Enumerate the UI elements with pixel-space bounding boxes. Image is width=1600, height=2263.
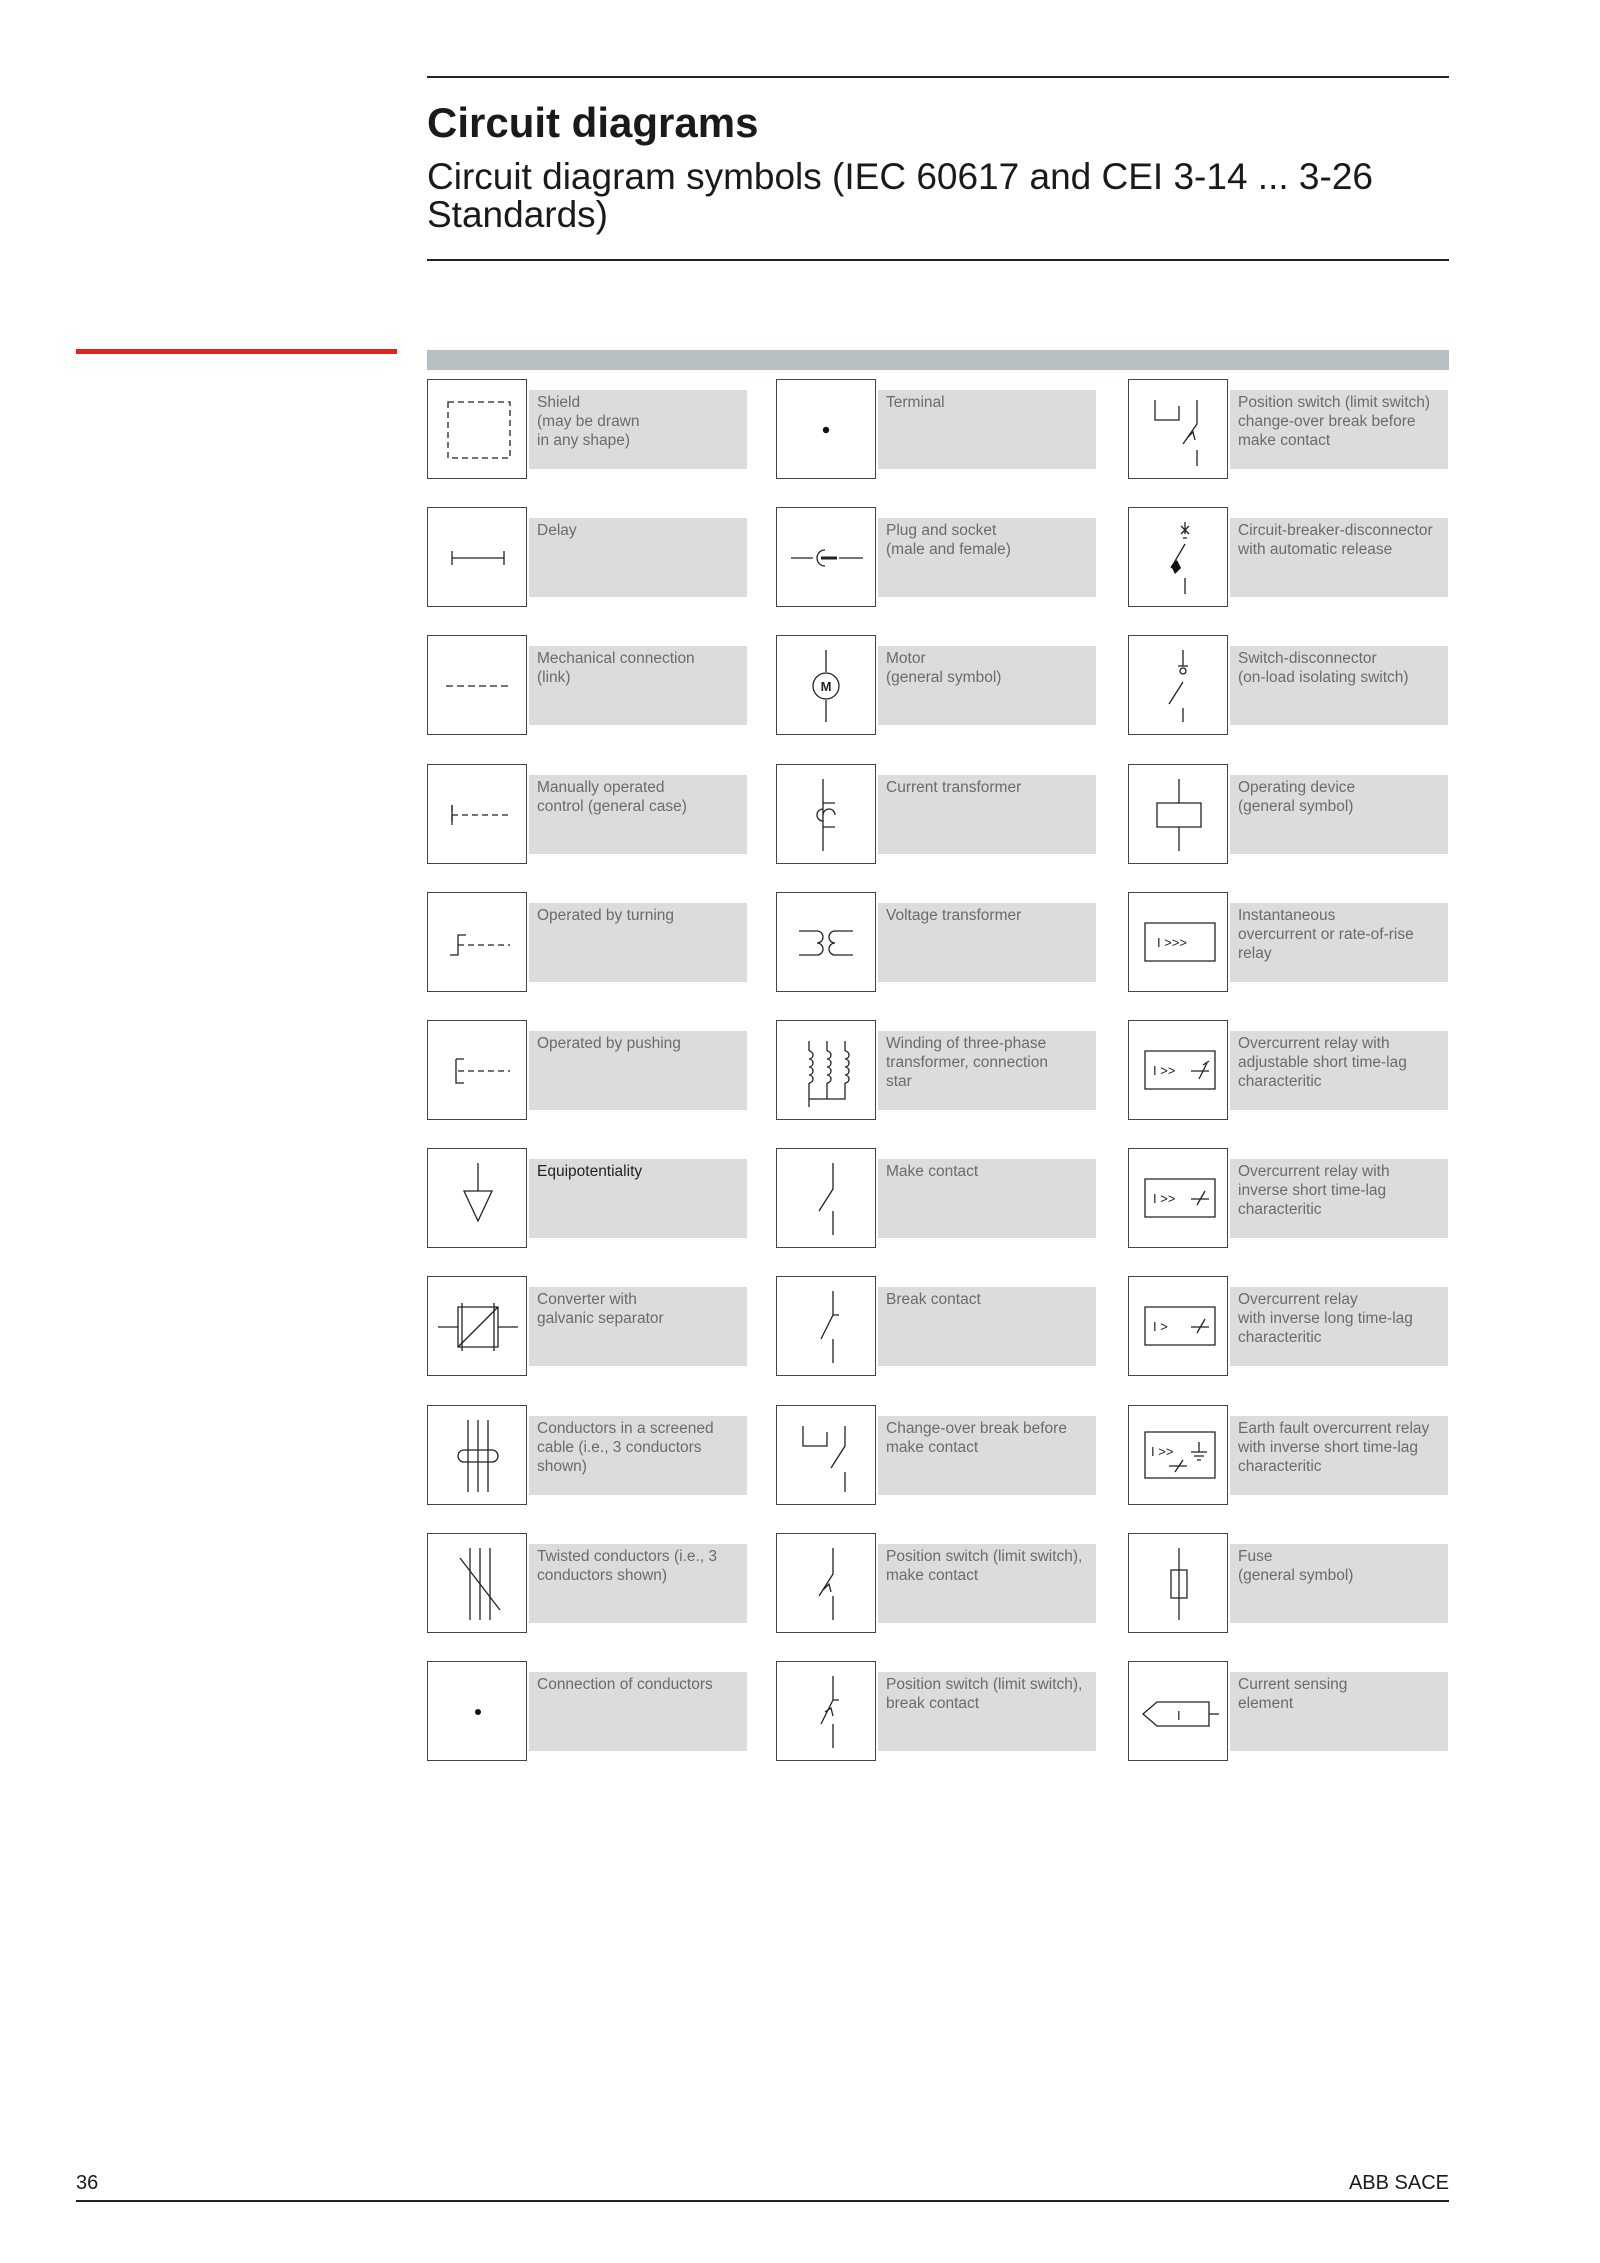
- symbol-label: Motor (general symbol): [886, 650, 1002, 686]
- symbol-label: Change-over break before make contact: [886, 1420, 1067, 1456]
- symbol-entry: [1128, 635, 1448, 737]
- symbol-label-box: [529, 1287, 747, 1366]
- table-header-band: [427, 350, 1449, 370]
- symbol-label-box: [878, 518, 1096, 597]
- symbol-label-box: [529, 1544, 747, 1623]
- svg-text:I: I: [1177, 1708, 1181, 1723]
- symbol-label: Break contact: [886, 1291, 981, 1308]
- symbol-label-box: [1230, 1544, 1448, 1623]
- switch-disconnector-icon: [1128, 635, 1228, 735]
- svg-text:I >>: I >>: [1151, 1444, 1174, 1459]
- svg-text:I >>: I >>: [1153, 1063, 1176, 1078]
- symbol-label-box: [878, 1159, 1096, 1238]
- manual-control-icon: [427, 764, 527, 864]
- svg-text:I >: I >: [1153, 1319, 1168, 1334]
- symbol-label: Winding of three-phase transformer, connection star: [886, 1035, 1048, 1090]
- symbol-label: Position switch (limit switch), break contact: [886, 1676, 1083, 1712]
- mechanical-connection-icon: [427, 635, 527, 735]
- symbol-entry: [427, 892, 747, 994]
- earth-fault-relay-icon: [1128, 1405, 1228, 1505]
- symbol-label-box: [529, 1031, 747, 1110]
- symbol-entry: [776, 764, 1096, 866]
- make-contact-icon: [776, 1148, 876, 1248]
- changeover-contact-icon: [776, 1405, 876, 1505]
- symbol-entry: [1128, 1533, 1448, 1635]
- symbol-entry: [427, 1533, 747, 1635]
- current-sensing-icon: [1128, 1661, 1228, 1761]
- header-bottom-rule: [427, 259, 1449, 261]
- svg-text:I >>>: I >>>: [1157, 935, 1187, 950]
- symbol-label: Equipotentiality: [537, 1163, 643, 1180]
- symbol-label: Shield (may be drawn in any shape): [537, 394, 640, 449]
- circuit-breaker-disconnector-icon: [1128, 507, 1228, 607]
- symbol-label-box: [1230, 903, 1448, 982]
- symbol-label: Conductors in a screened cable (i.e., 3 conductors shown): [537, 1420, 714, 1475]
- page-title: Circuit diagrams: [427, 99, 759, 146]
- symbol-label-box: [1230, 775, 1448, 854]
- symbol-label: Overcurrent relay with inverse long time-lag characteritic: [1238, 1291, 1413, 1346]
- position-switch-changeover-icon: [1128, 379, 1228, 479]
- symbol-label-box: [529, 390, 747, 469]
- symbol-label-box: [529, 1672, 747, 1751]
- page-number: 36: [76, 2172, 99, 2194]
- symbol-entry: [1128, 1276, 1448, 1378]
- symbol-entry: [776, 1020, 1096, 1122]
- symbol-entry: [776, 892, 1096, 994]
- position-switch-make-icon: [776, 1533, 876, 1633]
- symbol-label: Overcurrent relay with inverse short time-lag characteritic: [1238, 1163, 1390, 1218]
- symbol-entry: [427, 1661, 747, 1763]
- symbol-label: Voltage transformer: [886, 907, 1022, 924]
- symbol-label: Converter with galvanic separator: [537, 1291, 664, 1327]
- symbol-label-box: [1230, 518, 1448, 597]
- converter-icon: [427, 1276, 527, 1376]
- symbol-entry: [776, 635, 1096, 737]
- symbol-label-box: [878, 1672, 1096, 1751]
- symbol-label: Terminal: [886, 394, 945, 411]
- symbol-label-box: [529, 518, 747, 597]
- symbol-label-box: [1230, 646, 1448, 725]
- terminal-icon: [776, 379, 876, 479]
- screened-cable-icon: [427, 1405, 527, 1505]
- overcurrent-inverse-long-relay-icon: [1128, 1276, 1228, 1376]
- symbol-entry: [776, 379, 1096, 481]
- symbol-entry: [776, 1148, 1096, 1250]
- symbol-entry: [427, 635, 747, 737]
- break-contact-icon: [776, 1276, 876, 1376]
- plug-socket-icon: [776, 507, 876, 607]
- symbol-label: Current sensing element: [1238, 1676, 1348, 1712]
- operated-by-pushing-icon: [427, 1020, 527, 1120]
- symbol-entry: [1128, 1148, 1448, 1250]
- symbol-entry: [1128, 379, 1448, 481]
- svg-text:M: M: [820, 679, 832, 694]
- symbol-label: Make contact: [886, 1163, 979, 1180]
- symbol-label: Operating device (general symbol): [1238, 779, 1356, 815]
- symbol-label-box: [1230, 390, 1448, 469]
- symbol-label: Delay: [537, 522, 577, 539]
- symbol-label-box: [878, 646, 1096, 725]
- symbol-entry: [776, 507, 1096, 609]
- symbol-label-box: [878, 390, 1096, 469]
- symbol-label-box: [878, 1544, 1096, 1623]
- shield-icon: [427, 379, 527, 479]
- symbol-entry: [427, 379, 747, 481]
- fuse-icon: [1128, 1533, 1228, 1633]
- symbol-label-box: [878, 1287, 1096, 1366]
- symbol-entry: [427, 1405, 747, 1507]
- operated-by-turning-icon: [427, 892, 527, 992]
- three-phase-winding-icon: [776, 1020, 876, 1120]
- symbol-label: Switch-disconnector (on-load isolating switch): [1238, 650, 1409, 686]
- symbol-entry: [776, 1405, 1096, 1507]
- symbol-label-box: [878, 775, 1096, 854]
- symbol-label: Fuse (general symbol): [1238, 1548, 1354, 1584]
- symbol-label-box: [529, 903, 747, 982]
- top-rule: [427, 76, 1449, 78]
- symbol-entry: [776, 1661, 1096, 1763]
- footer-brand: ABB SACE: [1348, 2172, 1449, 2194]
- symbol-label: Overcurrent relay with adjustable short time-lag characteritic: [1238, 1035, 1407, 1090]
- symbol-label: Twisted conductors (i.e., 3 conductors shown): [537, 1548, 718, 1584]
- symbol-label: Plug and socket (male and female): [886, 522, 1011, 558]
- overcurrent-adjustable-relay-icon: [1128, 1020, 1228, 1120]
- symbol-entry: [427, 507, 747, 609]
- symbol-label-box: [529, 775, 747, 854]
- overcurrent-inverse-short-relay-icon: [1128, 1148, 1228, 1248]
- symbol-entry: [1128, 1405, 1448, 1507]
- symbol-entry: [1128, 1661, 1448, 1763]
- symbol-label-box: [1230, 1287, 1448, 1366]
- page-subtitle: Circuit diagram symbols (IEC 60617 and CEI 3-14 ... 3-26 Standards): [427, 156, 1373, 235]
- symbol-label-box: [529, 1159, 747, 1238]
- symbol-entry: [1128, 892, 1448, 994]
- symbol-label: Current transformer: [886, 779, 1022, 796]
- symbol-label-box: [1230, 1159, 1448, 1238]
- footer-rule: [76, 2200, 1449, 2202]
- symbol-label-box: [529, 1416, 747, 1495]
- symbol-entry: [1128, 507, 1448, 609]
- symbol-label: Manually operated control (general case): [537, 779, 687, 815]
- symbol-label: Position switch (limit switch), make contact: [886, 1548, 1083, 1584]
- symbol-entry: [776, 1276, 1096, 1378]
- symbol-label: Instantaneous overcurrent or rate-of-rise relay: [1238, 907, 1414, 962]
- operating-device-icon: [1128, 764, 1228, 864]
- symbol-label-box: [878, 1031, 1096, 1110]
- symbol-entry: [427, 1276, 747, 1378]
- symbol-entry: [427, 1020, 747, 1122]
- symbol-label: Mechanical connection (link): [537, 650, 695, 686]
- symbol-label: Circuit-breaker-disconnector with automatic release: [1238, 522, 1433, 558]
- instantaneous-relay-icon: [1128, 892, 1228, 992]
- voltage-transformer-icon: [776, 892, 876, 992]
- symbol-label-box: [1230, 1672, 1448, 1751]
- symbol-label-box: [1230, 1416, 1448, 1495]
- current-transformer-icon: [776, 764, 876, 864]
- equipotentiality-icon: [427, 1148, 527, 1248]
- twisted-conductors-icon: [427, 1533, 527, 1633]
- motor-icon: [776, 635, 876, 735]
- connection-icon: [427, 1661, 527, 1761]
- symbol-label: Operated by turning: [537, 907, 675, 924]
- symbol-entry: [427, 1148, 747, 1250]
- symbol-entry: [427, 764, 747, 866]
- delay-icon: [427, 507, 527, 607]
- svg-text:I >>: I >>: [1153, 1191, 1176, 1206]
- section-marker: [76, 349, 397, 354]
- symbol-label-box: [1230, 1031, 1448, 1110]
- symbol-entry: [1128, 1020, 1448, 1122]
- symbol-label: Earth fault overcurrent relay with inverse short time-lag characteritic: [1238, 1420, 1430, 1475]
- symbol-label: Position switch (limit switch) change-over break before make contact: [1238, 394, 1431, 449]
- symbol-label: Connection of conductors: [537, 1676, 713, 1693]
- symbol-label-box: [878, 903, 1096, 982]
- symbol-entry: [776, 1533, 1096, 1635]
- symbol-label-box: [529, 646, 747, 725]
- symbol-label: Operated by pushing: [537, 1035, 681, 1052]
- symbol-entry: [1128, 764, 1448, 866]
- symbol-label-box: [878, 1416, 1096, 1495]
- position-switch-break-icon: [776, 1661, 876, 1761]
